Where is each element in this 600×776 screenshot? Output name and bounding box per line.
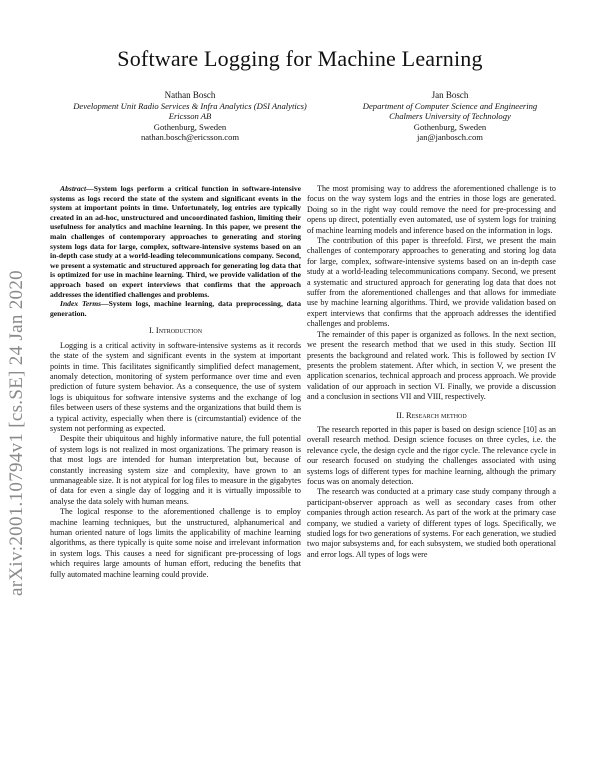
author-block-2	[330, 90, 570, 143]
left-column	[50, 184, 301, 580]
paragraph: The remainder of this paper is organized as follows. In the next section, we present the research method that we used in this study. Section III presents the background and related work. This is followed by section IV presents the problem statement. After which, in section V, we present the application scenarios, technical approach and process approach. We provide validation of our approach in section VI. Finally, we provide a discussion and a conclusion in sections VII and VIII, respectively.	[307, 329, 556, 402]
author-affiliation: Department of Computer Science and Engineering	[362, 100, 538, 111]
author-email: jan@janbosch.com	[417, 132, 483, 143]
paragraph: The most promising way to address the aforementioned challenge is to focus on the way system logs and the entries in those logs are generated. Doing so in the right way could remove the need for pre-processing and opens up direct, potentially even automated, use of system logs for training of machine learning models and inference based on the information in logs.	[307, 184, 556, 235]
index-terms-label: Index Terms—	[60, 299, 109, 309]
paragraph: Logging is a critical activity in software-intensive systems as it records the state of the system and significant events in the system at important points in time. This facilitates significantly simplified defect management, anomaly detection, monitoring of system performance over time and even prediction of future system behavior. As a consequence, the use of system logs is ubiquitous for software intensive systems and the exchange of log files between users of these systems and the organizations that build them is a typical activity, especially when there is (circumstantial) evidence of the system not performing as expected.	[50, 340, 301, 433]
author-name: Jan Bosch	[431, 90, 469, 100]
author-affiliation: Chalmers University of Technology	[389, 111, 511, 122]
paragraph: The contribution of this paper is threefold. First, we present the main challenges of contemporary approaches to generating and storing log data for large, complex, software-intensive systems based on an in-depth case study at a world-leading telecommunications company. Second, we present a systematic and structured approach for generating log data that does not suffer from the aforementioned challenges and that allows for immediate use by machine learning algorithms. Third, we provide validation based on expert interviews that confirms that the approach addresses the identified challenges and problems.	[307, 236, 556, 329]
abstract-label: Abstract—	[60, 184, 94, 193]
author-location: Gothenburg, Sweden	[413, 121, 487, 132]
author-name: Nathan Bosch	[164, 90, 216, 100]
section-heading: I. Introduction	[148, 326, 203, 336]
paragraph: The research was conducted at a primary case study company through a participant-observer approach as well as secondary cases from other companies through action research. As part of the work at the primary case company, we studied a variety of different types of logs. Specifically, we studied logs for two generations of systems. For each generation, we studied two major subsystems and, for each subsystem, we studied both operational and error logs. All types of logs were	[307, 487, 556, 559]
abstract	[50, 184, 301, 299]
index-terms-text: System logs, machine learning, data preprocessing, data generation.	[50, 299, 302, 318]
author-email: nathan.bosch@ericsson.com	[140, 132, 240, 143]
section-heading: II. Research method	[396, 410, 467, 420]
paragraph: The research reported in this paper is based on design science [10] as an overall research method. Design science focuses on three cycles, i.e. the relevance cycle, the design cycle and the rigor cycle. The relevance cycle in our research focused on studying the challenges associated with using systems logs of different types for machine learning, although the primary focus was on anomaly detection.	[307, 424, 556, 486]
arxiv-watermark: arXiv:2001.10794v1 [cs.SE] 24 Jan 2020	[6, 270, 27, 596]
author-affiliation: Development Unit Radio Services & Infra Analytics (DSI Analytics)	[73, 100, 307, 111]
author-location: Gothenburg, Sweden	[153, 121, 227, 132]
abstract-text: System logs perform a critical function in software-intensive systems as logs record the state of the system and significant events in the system at important points in time. Unfortunately, log entries are typically created in an ad-hoc, unstructured and uncoordinated fashion, limiting their usefulness for analytics and machine learning. In this paper, we present the main challenges of contemporary approaches to generating and storing system logs data for large, complex, software-intensive systems based on an in-depth case study at a world-leading telecommunications company. Second, we present a systematic and structured approach for generating log data that is optimized for use in machine learning. Third, we provide validation of the approach based on expert interviews that confirms that the approach addresses the identified challenges and problems.	[50, 184, 301, 299]
paragraph: The logical response to the aforementioned challenge is to employ machine learning techniques, but the unstructured, alphanumerical and human oriented nature of logs limits the applicability of machine learning algorithms, as there typically is quite some noise and irrelevant information in system logs. This causes a need for significant pre-processing of logs which requires large amounts of human effort, reducing the benefits that fully automated machine learning could provide.	[50, 507, 301, 579]
index-terms	[50, 299, 301, 318]
paper-title: Software Logging for Machine Learning	[117, 46, 483, 71]
author-affiliation: Ericsson AB	[168, 111, 212, 122]
right-column	[307, 184, 556, 560]
paragraph: Despite their ubiquitous and highly informative nature, the full potential of system logs is not realized in most organizations. The primary reason is that most logs are intended for human interpretation but, because of constantly increasing system size and complexity, have grown to an unmanageable size. It is not atypical for log files to measure in the gigabytes of data for even a single day of logging and it is virtually impossible to analyse the data solely with human means.	[50, 434, 301, 506]
author-block-1	[50, 90, 330, 143]
